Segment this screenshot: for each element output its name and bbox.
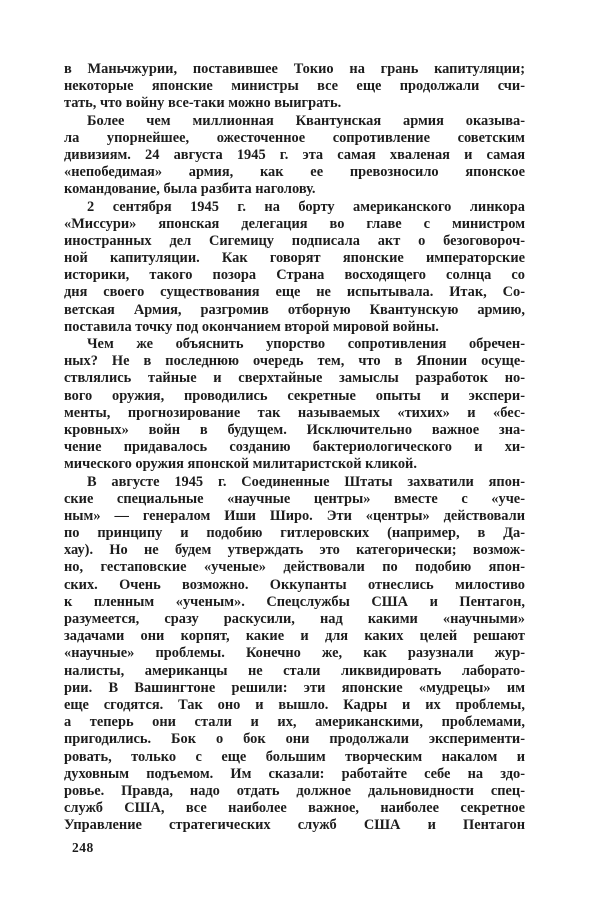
text-line: «непобедимая» армия, как ее превозносило японское (64, 164, 525, 181)
text-line: В августе 1945 г. Соединенные Штаты захватили япон- (87, 473, 525, 490)
text-line: поставила точку под окончанием второй мировой войны. (64, 318, 439, 335)
text-line: ветская Армия, разгромив отборную Квантунскую армию, (64, 301, 525, 318)
text-line: духовным подъемом. Им сказали: работайте себе на здо- (64, 765, 525, 782)
text-line: вого оружия, проводились секретные опыты и экспери- (64, 387, 525, 404)
text-line: по принципу и подобию гитлеровских (например, в Да- (64, 525, 525, 542)
text-line: Более чем миллионная Квантунская армия оказыва- (87, 112, 525, 129)
text-line: «Миссури» японская делегация во главе с министром (64, 215, 525, 232)
text-line: ных? Не в последнюю очередь тем, что в Японии осуще- (64, 353, 525, 370)
text-line: еще сгодятся. Так оно и вышло. Кадры и их проблемы, (64, 696, 525, 713)
text-line: дивизиям. 24 августа 1945 г. эта самая хваленая и самая (64, 146, 525, 163)
text-line: но, гестаповские «ученые» действовали по подобию япон- (64, 559, 525, 576)
text-line: историки, такого позора Страна восходящего солнца со (64, 267, 525, 284)
text-line: ствлялись тайные и сверхтайные замыслы разработок но- (64, 370, 525, 387)
text-line: ских. Очень возможно. Оккупанты отнеслись милостиво (64, 576, 525, 593)
text-line: хау). Но не будем утверждать это категорически; возмож- (64, 542, 525, 559)
text-line: рии. В Вашингтоне решили: эти японские «мудрецы» им (64, 679, 525, 696)
text-line: ские специальные «научные центры» вместе с «уче- (64, 490, 525, 507)
text-line: разумеется, сразу раскусили, над какими «научными» (64, 611, 525, 627)
text-line: налисты, американцы не стали ликвидировать лаборато- (64, 662, 525, 679)
text-line: ла упорнейшее, ожесточенное сопротивление советским (64, 129, 525, 146)
paragraph (64, 474, 525, 835)
text-line: к пленным «ученым». Спецслужбы США и Пентагон, (64, 593, 525, 610)
paragraph (64, 113, 525, 199)
text-line: служб США, все наиболее важное, наиболее секретное (64, 800, 525, 817)
text-line: мического оружия японской милитаристской кликой. (64, 456, 417, 473)
text-line: Управление стратегических служб США и Пентагон (64, 817, 525, 834)
text-line: пригодились. Бок о бок они продолжали эксперименти- (64, 731, 525, 748)
text-line: 2 сентября 1945 г. на борту американского линкора (87, 198, 525, 215)
text-line: чение придавалось созданию бактериологического и хи- (64, 439, 525, 456)
paragraph (64, 61, 525, 113)
text-line: иностранных дел Сигемицу подписала акт о безоговороч- (64, 232, 525, 249)
text-line: в Маньчжурии, поставившее Токио на грань капитуляции; (64, 61, 525, 77)
page-number: 248 (72, 840, 94, 855)
text-line: ным» — генералом Иши Широ. Эти «центры» действовали (64, 507, 525, 524)
paragraph (64, 199, 525, 337)
text-line: менты, прогнозирование так называемых «тихих» и «бес- (64, 404, 525, 421)
text-line: ровье. Правда, надо отдать должное дальновидности спец- (64, 782, 525, 799)
text-line: командование, была разбита наголову. (64, 181, 316, 198)
text-line: кровных» войн в будущем. Исключительно важное зна- (64, 421, 525, 438)
text-line: дня своего существования еще не испытывала. Итак, Со- (64, 284, 525, 301)
text-line: ровать, только с еще большим творческим накалом и (64, 748, 525, 765)
text-line: «научные» проблемы. Конечно же, как разузнали жур- (64, 645, 525, 662)
text-line: задачами они корпят, какие и для каких целей решают (64, 628, 525, 645)
text-line: Чем же объяснить упорство сопротивления обречен- (87, 336, 525, 352)
paragraph (64, 336, 525, 474)
text-line: тать, что войну все-таки можно выиграть. (64, 95, 342, 112)
text-line: некоторые японские министры все еще продолжали счи- (64, 78, 525, 95)
text-line: а теперь они стали и их, американскими, проблемами, (64, 714, 525, 731)
body-text (64, 61, 525, 834)
text-line: ной капитуляции. Как говорят японские императорские (64, 250, 525, 267)
